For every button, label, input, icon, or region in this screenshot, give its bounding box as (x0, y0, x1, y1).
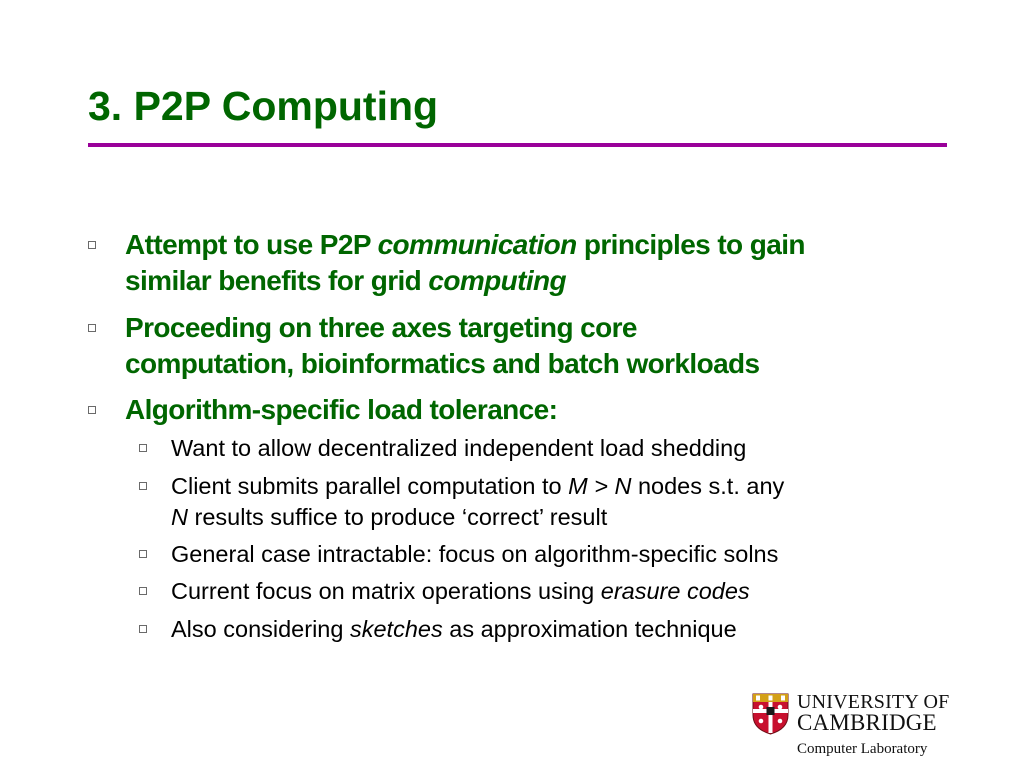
bullet-emphasis: computing (428, 265, 567, 296)
bullet-square-icon (88, 237, 96, 252)
bullet-load-tolerance (125, 392, 965, 428)
subbullet-square-icon (139, 547, 147, 561)
subbullet-emphasis: erasure codes (600, 578, 750, 604)
subbullet-text: Want to allow decentralized independent load shedding (171, 435, 747, 461)
bullet-text: Proceeding on three axes targeting core (125, 312, 637, 343)
slide-title: 3. P2P Computing (88, 83, 439, 129)
subbullet-square-icon (139, 622, 147, 636)
subbullet-text: Client submits parallel computation to (171, 473, 569, 499)
bullet-square-icon (88, 320, 96, 335)
bullet-p2p-communication (125, 227, 965, 299)
bullet-text: Algorithm-specific load tolerance: (125, 394, 558, 425)
subbullet-text: Also considering (171, 616, 350, 642)
bullet-emphasis: communication (377, 229, 577, 260)
subbullet-square-icon (139, 584, 147, 598)
subbullet-sketches (171, 614, 971, 645)
logo-line-cambridge: CAMBRIDGE (797, 710, 937, 735)
subbullet-general-case (171, 539, 971, 570)
subbullet-square-icon (139, 441, 147, 455)
subbullet-erasure-codes (171, 576, 971, 607)
subbullet-square-icon (139, 479, 147, 493)
bullet-text: computation, bioinformatics and batch workloads (125, 348, 760, 379)
bullet-text: Attempt to use P2P (125, 229, 378, 260)
bullet-text: similar benefits for grid (125, 265, 429, 296)
subbullet-emphasis: M > N (568, 473, 632, 499)
subbullet-emphasis: sketches (349, 616, 443, 642)
logo-department: Computer Laboratory (797, 741, 928, 757)
university-logo (752, 691, 952, 761)
bullet-square-icon (88, 402, 96, 417)
subbullet-text: nodes s.t. any (631, 473, 785, 499)
subbullet-emphasis: N (171, 504, 188, 530)
cambridge-crest-icon (752, 693, 789, 735)
subbullet-parallel-computation (171, 471, 971, 533)
subbullet-text: as approximation technique (442, 616, 737, 642)
bullet-three-axes (125, 310, 965, 382)
bullet-text: principles to gain (576, 229, 805, 260)
subbullet-text: Current focus on matrix operations using (171, 578, 601, 604)
subbullet-text: General case intractable: focus on algorithm-specific solns (171, 541, 779, 567)
logo-line-university-of: UNIVERSITY OF (797, 691, 950, 713)
subbullet-load-shedding (171, 433, 971, 464)
subbullet-text: results suffice to produce ‘correct’ result (187, 504, 608, 530)
